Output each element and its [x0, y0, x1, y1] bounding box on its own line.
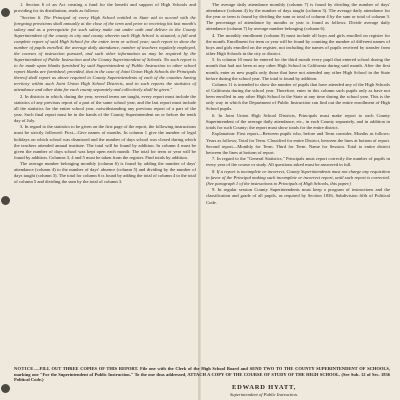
punch-hole: [1, 196, 10, 205]
page-fold-crease: [198, 0, 201, 400]
paragraph: 3. In regard to the statistics to be given on the first page of the report, the following instructions must be strictly followed: First—Give names of months. In column 1 give the number of legal holidays on which school was dismissed and the number of days school was closed during which the teachers attended annual institute. The total will be found by addition. In column 4 must be given the number of days school was kept open each month. The total for term or year will be found by addition. Columns 3, 4 and 5 must be taken from the register. Find totals by addition.: [14, 124, 196, 160]
paragraph: 5. In column 10 must be entered for the third month every pupil that entered school during the month that had not been at any other High School in California during said month. After the first month, enter as new pupils only those that have not attended any other High School in the State before during the school year. The total is found by addition.: [206, 57, 390, 81]
paragraph: 2. In districts in which, during the year, several terms are taught, every report must include the statistics of any previous report of a part of the same school year, and the last report must include all the statistics for the entire school year, notwithstanding any previous report of a part of the year. Such final report must be in the hands of the County Superintendent on or before the tenth day of July.: [14, 93, 196, 123]
paragraph: 4. The monthly enrollment (column 8) must include all boys and girls enrolled on register for the month. Enrollment for term or year will be found by counting the number of different names of boys and girls enrolled on the register, not including the names of pupils received by transfer from other High Schools in the city or district.: [206, 32, 390, 56]
paragraph: Explanation: First report—Between pupils who, before and Term consider, Months as follows: Years as follows; Total for Term. Classified for entire District, between the lines at bottom of report. Second report—Monthly for Term. Third for Term. Name for Session. Total to entire district between the lines at bottom of report.: [206, 131, 390, 155]
signature-title: Superintendent of Public Instruction.: [230, 392, 299, 397]
signature-name: EDWARD HYATT,: [232, 384, 297, 391]
paragraph: The average number belonging monthly (column 6) is found by adding the number of days' attendance (column 4) to the number of days' absence (column 5) and dividing by the number of days taught (column 3). The total for column 6 is found by adding the total of column 4 to the total of column 5 and dividing the sum by the total of column 3.: [14, 161, 196, 185]
paragraph: The average daily attendance monthly (column 7) is found by dividing the number of days' attendance (column 4) by the number of days taught (column 3). The average daily attendance for the year or term is found by dividing the sum or total of column 4 by the sum or total of column 3. The percentage of attendance by months or year is found as follows: Divide average daily attendance (column 7) by average number belonging (column 6).: [206, 2, 390, 32]
paragraph: 6. In Joint Union High School Districts, Principals must make report to each County Superintendent of the average daily attendance, etc., in each County separately, and in addition in totals for such County; the report must show totals for the entire district.: [206, 112, 390, 130]
paragraph: 8. If a report is incomplete or incorrect, County Superintendents must not charge any requisition in favor of the Principal making such incomplete or incorrect report, until such report is corrected. (See paragraph 1 of the instructions to Principals of High Schools, this paper.): [206, 168, 390, 186]
paragraph: Column 11 is intended to show the number of pupils that have attended any of the High Schools of California during the school year. Therefore, enter in this column such pupils only as have not been enrolled in any other High School in the State at any time during the school year. This is the only way in which the Department of Public Instruction can find out the entire enrollment of High School pupils.: [206, 82, 390, 112]
right-column: [206, 2, 390, 206]
paragraph: 7. In regard to the "General Statistics," Principals must report correctly the number of pupils in every year of the course or study. All questions asked must be answered in full.: [206, 156, 390, 168]
punch-hole: [1, 384, 10, 393]
quoted-section-6: "Section 6. The Principal of every High School entitled to State aid to accord with the foregoing provisions shall annually at the close of the term and prior to receiving his last month's salary and as a prerequisite for such salary make out under oath and deliver to the County Superintendent of the county in city and county wherein such High School is situated, a full and complete report of said High School for the entire term or school year; such report to show the number of pupils enrolled, the average daily attendance, number of teachers regularly employed, the courses of instruction pursued, and such other information as may be required by the Superintendent of Public Instruction and the County Superintendent of Schools. No such report is to be made upon blanks furnished by said Superintendent of Public Instruction to other school report blanks are furnished; provided, that in the case of Joint Union High Schools the Principals thereof shall report as above required to County Superintendents of each of the counties having territory within such Joint Union High School Districts, and in such reports the statistics of attendance and other data for each county separately and collectively shall be given.": [14, 14, 196, 93]
notice-body: —FILL OUT THREE COPIES OF THIS REPORT. File one with the Clerk of the High School Board and SEND TWO TO THE COUNTY SUPERINTENDENT OF SCHOOLS, marking one "For the Superintendent of Public Instruction." To the one thus addressed, ATTACH A COPY OF THE COURSE OF STUDY OF THE HIGH SCHOOL. (See Sub. 12 of Sec. 1836 Political Code.): [14, 366, 390, 383]
notice-block: [14, 366, 390, 383]
notice-title: NOTICE.: [14, 366, 35, 371]
left-column: [14, 2, 196, 186]
paragraph: 9. In regular session County Superintendents must keep a program of instructions and the classification and grade of all pupils, as required by Section 1836, Subdivision fifth of Political Code.: [206, 187, 390, 205]
paragraph: 1. Section 6 of an Act creating a fund for the benefit and support of High Schools and providing for its distribution, reads as follows:: [14, 2, 196, 14]
punch-hole: [1, 8, 10, 17]
